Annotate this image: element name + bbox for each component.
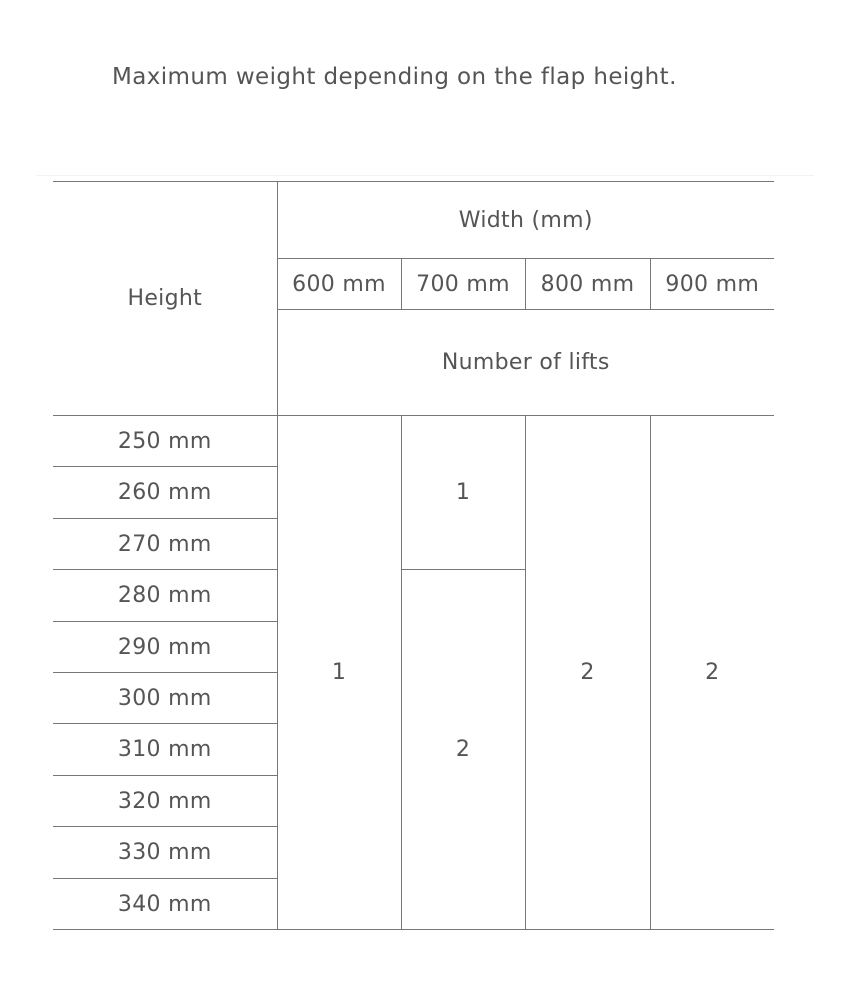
lifts-800-value: 2	[525, 416, 650, 930]
width-group-header: Width (mm)	[277, 182, 774, 259]
height-cell: 260 mm	[53, 467, 277, 519]
lifts-900-value: 2	[650, 416, 774, 930]
height-cell: 270 mm	[53, 519, 277, 570]
lift-count-table	[53, 181, 774, 930]
width-900-header: 900 mm	[650, 259, 774, 310]
height-cell: 340 mm	[53, 879, 277, 930]
table-row	[53, 416, 774, 467]
lifts-700-lower-value: 2	[401, 570, 525, 930]
lifts-600-value: 1	[277, 416, 401, 930]
width-600-header: 600 mm	[277, 259, 401, 310]
width-800-header: 800 mm	[525, 259, 650, 310]
height-cell: 310 mm	[53, 724, 277, 776]
divider	[36, 175, 814, 176]
table-header-row	[53, 182, 774, 259]
height-cell: 250 mm	[53, 416, 277, 467]
lifts-700-upper-value: 1	[401, 416, 525, 570]
height-cell: 280 mm	[53, 570, 277, 622]
height-cell: 320 mm	[53, 776, 277, 827]
page-title: Maximum weight depending on the flap height.	[112, 64, 677, 90]
width-700-header: 700 mm	[401, 259, 525, 310]
height-column-header: Height	[53, 182, 277, 416]
height-cell: 330 mm	[53, 827, 277, 879]
height-cell: 290 mm	[53, 622, 277, 673]
number-of-lifts-header: Number of lifts	[277, 310, 774, 416]
height-cell: 300 mm	[53, 673, 277, 724]
